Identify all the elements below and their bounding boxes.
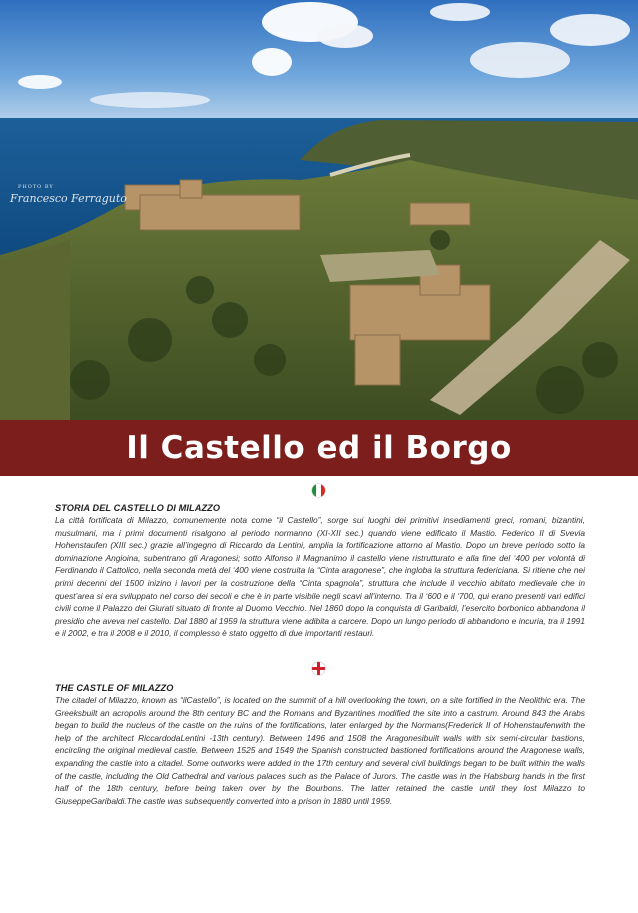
- castle-aerial-photo: [0, 0, 638, 420]
- watermark-name: Francesco Ferraguto: [10, 192, 127, 205]
- watermark-prefix: PHOTO BY: [18, 184, 54, 190]
- italy-flag-icon: [312, 484, 325, 497]
- english-section-body: The citadel of Milazzo, known as “ilCastello”, is located on the summit of a hill overlooking the town, on a site fortified in the Neolithic era. The Greeksbuilt an acropolis around the 8th century BC and the Romans and Byzantines modified the site into a castrum. Around 843 the Arabs began to build the nucleus of the castle on the ruins of the fortifications, later enlarged by the Normans(Frederick II of Hohenstaufenwith the help of the architect RiccardodaLentini -13th century). Between 1496 and 1508 the Aragonesibuilt walls with six semi-circular bastions, encircling the original medieval castle. Between 1525 and 1549 the Spanish constructed bastioned fortifications around the Aragonese walls, expanding the castle into a citadel. Some outworks were added in the 17th century and several civil buildings began to be built within the walls of the castle, including the Old Cathedral and various palaces such as the Palace of Jurors. The castle was in the Habsburg hands in the first half of the 18th century, before being taken over by the Bourbons. The latter retained the castle until they lost Milazzo to GiuseppeGaribaldi.The castle was subsequently converted into a prison in 1880 until 1959.: [55, 695, 585, 806]
- english-section-title: THE CASTLE OF MILAZZO: [55, 683, 174, 693]
- photographer-watermark: [10, 182, 127, 204]
- england-flag-icon: [312, 662, 325, 675]
- italian-section-body: La città fortificata di Milazzo, comunemente nota come “il Castello”, sorge sui luoghi dei primitivi insediamenti greci, romani, bizantini, musulmani, ma i primi documenti risalgono al periodo normanno (XI-XII sec.) quando viene edificato il Mastio. Federico II di Svevia Hohenstaufen (XIII sec.) grazie all’ingegno di Riccardo da Lentini, amplia la fortificazione attorno al Mastio. Dopo un breve periodo sotto la dominazione Angioina, subentrano gli Aragonesi; sotto Alfonso il Magnanimo il castello viene ristrutturato e alla fine del ‘400 per volontà di Ferdinando il Cattolico, nella seconda metà del ‘400 viene costruita la “Cinta aragonese”, che ingloba la struttura federiciana. Si ritiene che nei primi decenni del 1500 inizino i lavori per la costruzione della “Cinta spagnola”, struttura che include il vecchio abitato medievale che in quest’area si era sviluppato nel corso dei secoli e che è in parte visibile negli scavi all’interno. Tra il ‘600 e il ‘700, qui erano presenti vari edifici civili come il Palazzo dei Giurati situato di fronte al Duomo Vecchio. Nel 1860 dopo la conquista di Garibaldi, l’esercito borbonico abbandona il presidio che aveva nel castello. Dal 1880 al 1959 la struttura viene adibita a carcere. Dopo un lungo periodo di abbandono e incuria, tra il 1991 e il 2002, e tra il 2008 e il 2010, il complesso è stato oggetto di due importanti restauri.: [55, 515, 585, 639]
- page-title: Il Castello ed il Borgo: [126, 430, 512, 466]
- italian-section-title: STORIA DEL CASTELLO DI MILAZZO: [55, 503, 221, 513]
- title-banner: [0, 420, 638, 476]
